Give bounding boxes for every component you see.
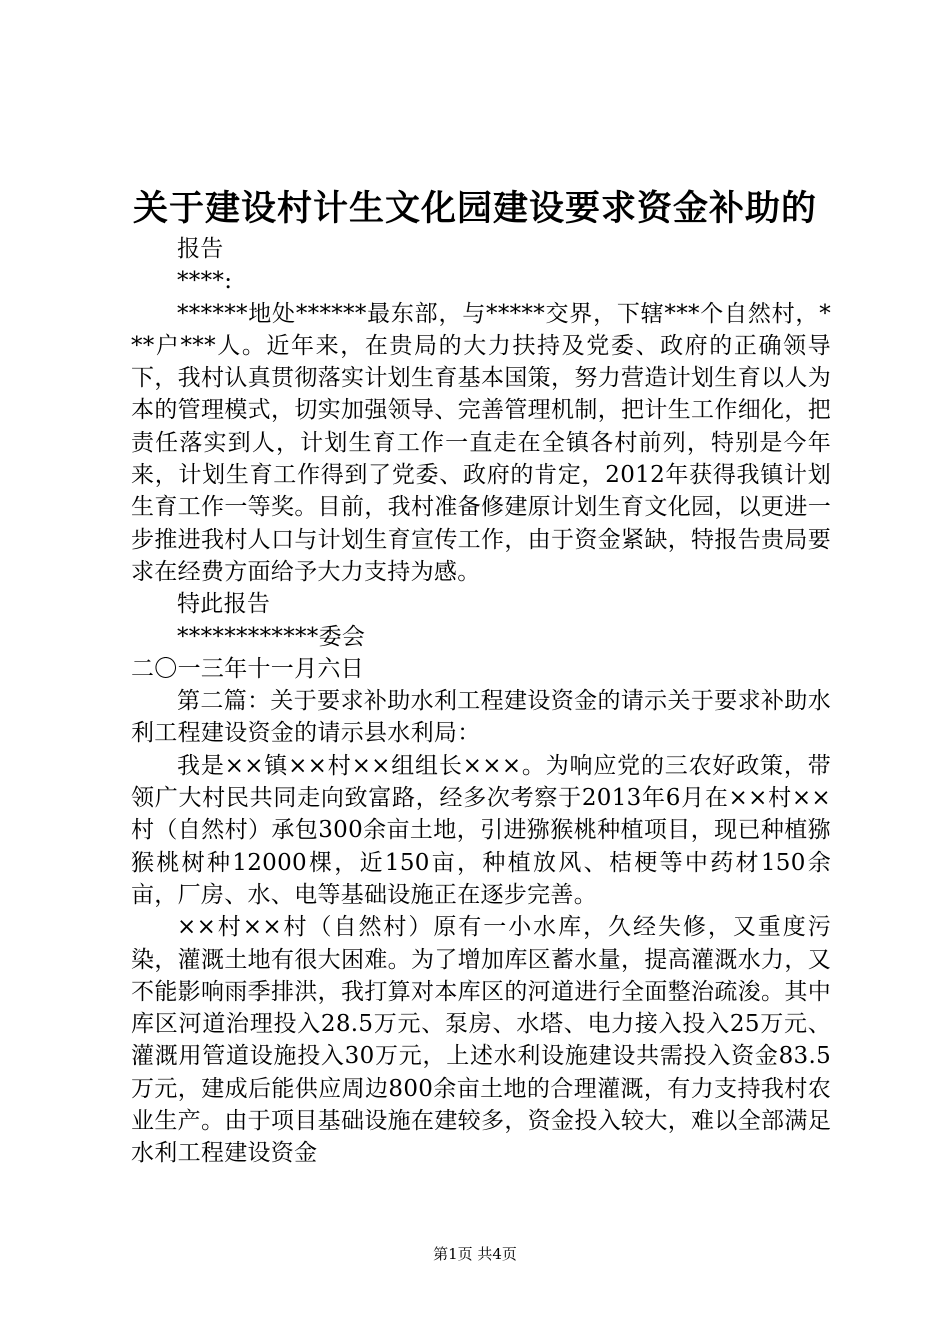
page-footer: 第1页 共4页: [433, 1245, 517, 1263]
paragraph-second-intro: 我是××镇××村××组组长×××。为响应党的三农好政策，带领广大村民共同走向致富路，经多次考察于2013年6月在××村××村（自然村）承包300余亩土地，引进猕猴桃种植项目，现已种植猕猴桃树种12000棵，近150亩，种植放风、桔梗等中药材150余亩，厂房、水、电等基础设施正在逐步完善。: [131, 752, 831, 908]
paragraph-closing: 特此报告: [177, 591, 271, 618]
paragraph-report-label: 报告: [177, 236, 224, 262]
paragraph-date: 二〇一三年十一月六日: [131, 655, 364, 682]
document-body: [131, 233, 831, 1170]
paragraph-main: ******地处******最东部，与*****交界，下辖***个自然村，***户***人。近年来，在贵局的大力扶持及党委、政府的正确领导下，我村认真贯彻落实计划生育基本国策，努力营造计划生育以人为本的管理模式，切实加强领导、完善管理机制，把计生工作细化，把责任落实到人，计划生育工作一直走在全镇各村前列，特别是今年来，计划生育工作得到了党委、政府的肯定，2012年获得我镇计划生育工作一等奖。目前，我村准备修建原计划生育文化园，以更进一步推进我村人口与计划生育宣传工作，由于资金紧缺，特报告贵局要求在经费方面给予大力支持为感。: [131, 300, 831, 585]
paragraph-signature: ************委会: [177, 623, 366, 650]
document-title: 关于建设村计生文化园建设要求资金补助的: [132, 188, 817, 229]
paragraph-addressee: ****:: [177, 268, 233, 295]
paragraph-second-body: ××村××村（自然村）原有一小水库，久经失修，又重度污染，灌溉土地有很大困难。为了增加库区蓄水量，提高灌溉水力，又不能影响雨季排洪，我打算对本库区的河道进行全面整治疏浚。其中库区河道治理投入28.5万元、泵房、水塔、电力接入投入25万元、灌溉用管道设施投入30万元，上述水利设施建设共需投入资金83.5万元，建成后能供应周边800余亩土地的合理灌溉，有力支持我村农业生产。由于项目基础设施在建较多，资金投入较大，难以全部满足水利工程建设资金: [131, 914, 831, 1167]
paragraph-second-title: 第二篇：关于要求补助水利工程建设资金的请示关于要求补助水利工程建设资金的请示县水利局：: [131, 688, 831, 747]
